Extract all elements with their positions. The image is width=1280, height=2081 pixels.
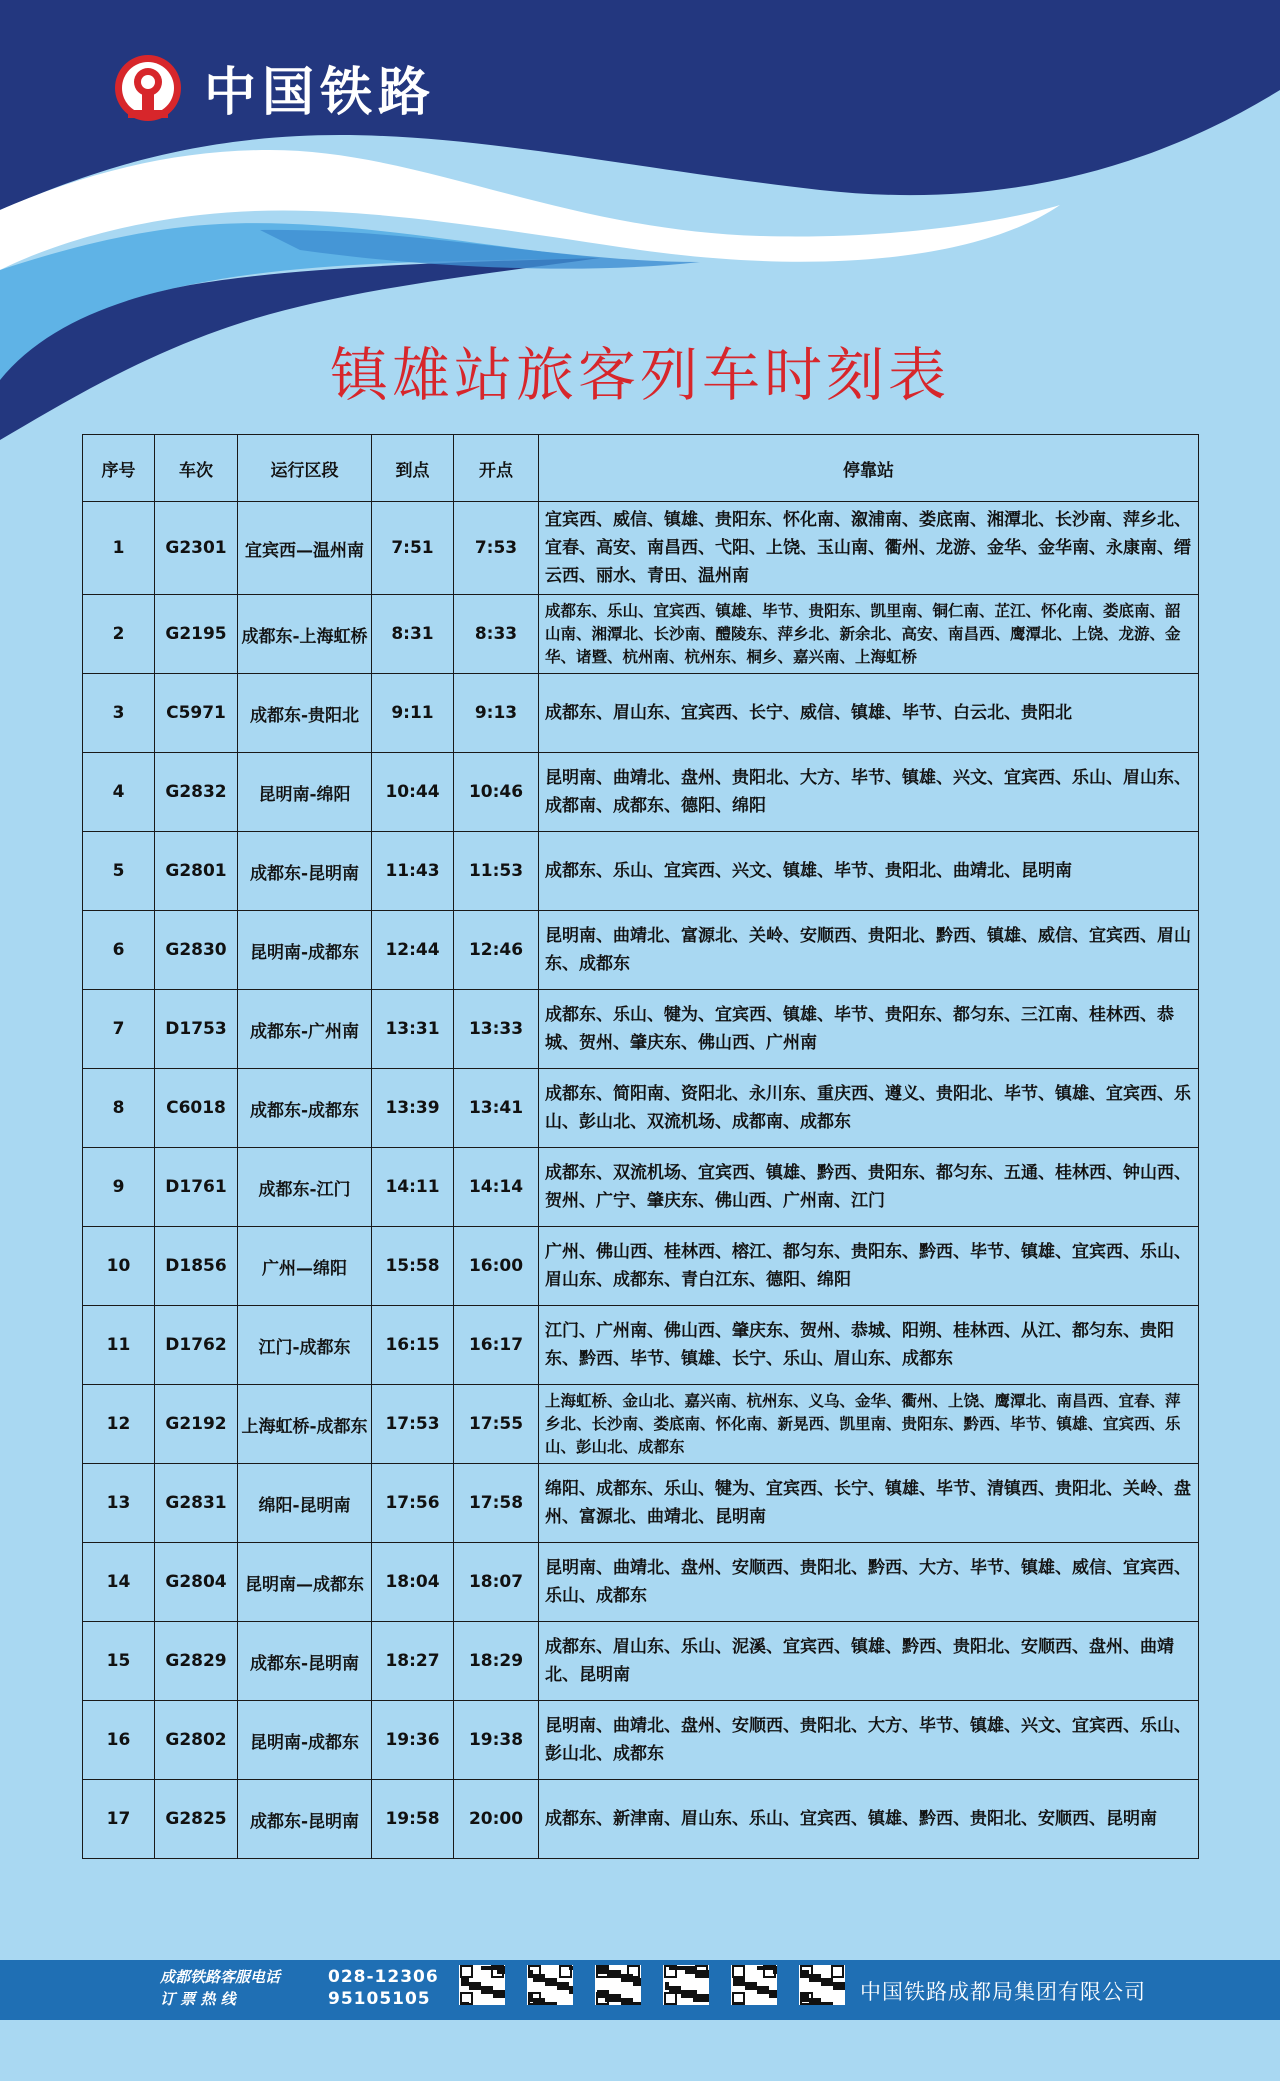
table-row (83, 1069, 1199, 1148)
row-route-cell: 昆明南-成都东 (238, 911, 372, 990)
row-route-cell: 成都东-江门 (238, 1148, 372, 1227)
row-stops-cell: 成都东、双流机场、宜宾西、镇雄、黔西、贵阳东、都匀东、五通、桂林西、钟山西、贺州、广宁、肇庆东、佛山西、广州南、江门 (539, 1148, 1199, 1227)
row-arrival-cell: 13:39 (372, 1069, 454, 1148)
table-row (83, 1701, 1199, 1780)
hotline-number-booking: 95105105 (328, 1989, 431, 2009)
row-train-no-cell: D1761 (155, 1148, 238, 1227)
row-route-cell: 昆明南—成都东 (238, 1543, 372, 1622)
row-stops-cell: 昆明南、曲靖北、盘州、安顺西、贵阳北、黔西、大方、毕节、镇雄、威信、宜宾西、乐山、成都东 (539, 1543, 1199, 1622)
row-departure-cell: 16:00 (454, 1227, 539, 1306)
row-departure-cell: 7:53 (454, 502, 539, 595)
qr-code-row (458, 1965, 846, 2005)
table-header-row (83, 435, 1199, 502)
row-departure-cell: 13:33 (454, 990, 539, 1069)
row-stops-cell: 成都东、眉山东、宜宾西、长宁、威信、镇雄、毕节、白云北、贵阳北 (539, 674, 1199, 753)
qr-code-icon (458, 1965, 506, 2005)
row-index-cell: 6 (83, 911, 155, 990)
row-departure-cell: 17:58 (454, 1464, 539, 1543)
row-train-no-cell: G2301 (155, 502, 238, 595)
page-title: 镇雄站旅客列车时刻表 (329, 341, 950, 409)
row-arrival-cell: 14:11 (372, 1148, 454, 1227)
row-index-cell: 5 (83, 832, 155, 911)
row-index-cell: 10 (83, 1227, 155, 1306)
row-train-no-cell: D1762 (155, 1306, 238, 1385)
row-arrival-cell: 18:27 (372, 1622, 454, 1701)
timetable (82, 434, 1199, 1859)
row-stops-cell: 上海虹桥、金山北、嘉兴南、杭州东、义乌、金华、衢州、上饶、鹰潭北、南昌西、宜春、萍乡北、长沙南、娄底南、怀化南、新晃西、凯里南、贵阳东、黔西、毕节、镇雄、宜宾西、乐山、彭山北、成都东 (539, 1385, 1199, 1464)
brand-header (112, 50, 436, 125)
row-stops-cell: 成都东、简阳南、资阳北、永川东、重庆西、遵义、贵阳北、毕节、镇雄、宜宾西、乐山、彭山北、双流机场、成都南、成都东 (539, 1069, 1199, 1148)
row-arrival-cell: 7:51 (372, 502, 454, 595)
row-train-no-cell: G2832 (155, 753, 238, 832)
row-train-no-cell: G2829 (155, 1622, 238, 1701)
header-arrival: 到点 (372, 435, 454, 502)
row-route-cell: 成都东-昆明南 (238, 1622, 372, 1701)
qr-code-icon (798, 1965, 846, 2005)
row-arrival-cell: 16:15 (372, 1306, 454, 1385)
row-train-no-cell: G2192 (155, 1385, 238, 1464)
row-stops-cell: 广州、佛山西、桂林西、榕江、都匀东、贵阳东、黔西、毕节、镇雄、宜宾西、乐山、眉山东、成都东、青白江东、德阳、绵阳 (539, 1227, 1199, 1306)
row-index-cell: 13 (83, 1464, 155, 1543)
row-route-cell: 昆明南-绵阳 (238, 753, 372, 832)
header-route: 运行区段 (238, 435, 372, 502)
hotline-number-service: 028-12306 (328, 1967, 439, 1987)
row-departure-cell: 18:07 (454, 1543, 539, 1622)
header-train-no: 车次 (155, 435, 238, 502)
table-row (83, 1780, 1199, 1859)
row-arrival-cell: 13:31 (372, 990, 454, 1069)
row-train-no-cell: G2804 (155, 1543, 238, 1622)
table-row (83, 1306, 1199, 1385)
table-row (83, 1622, 1199, 1701)
row-route-cell: 上海虹桥-成都东 (238, 1385, 372, 1464)
row-stops-cell: 昆明南、曲靖北、盘州、安顺西、贵阳北、大方、毕节、镇雄、兴文、宜宾西、乐山、彭山北、成都东 (539, 1701, 1199, 1780)
row-stops-cell: 绵阳、成都东、乐山、犍为、宜宾西、长宁、镇雄、毕节、清镇西、贵阳北、关岭、盘州、富源北、曲靖北、昆明南 (539, 1464, 1199, 1543)
row-train-no-cell: G2802 (155, 1701, 238, 1780)
row-route-cell: 广州—绵阳 (238, 1227, 372, 1306)
row-arrival-cell: 15:58 (372, 1227, 454, 1306)
hotline-labels (160, 1966, 280, 2010)
table-row (83, 1385, 1199, 1464)
row-route-cell: 成都东-成都东 (238, 1069, 372, 1148)
header-departure: 开点 (454, 435, 539, 502)
qr-code-icon (526, 1965, 574, 2005)
row-stops-cell: 成都东、乐山、宜宾西、兴文、镇雄、毕节、贵阳北、曲靖北、昆明南 (539, 832, 1199, 911)
row-index-cell: 14 (83, 1543, 155, 1622)
row-train-no-cell: D1856 (155, 1227, 238, 1306)
row-route-cell: 宜宾西—温州南 (238, 502, 372, 595)
row-train-no-cell: G2831 (155, 1464, 238, 1543)
table-row (83, 1543, 1199, 1622)
table-row (83, 1227, 1199, 1306)
row-train-no-cell: C5971 (155, 674, 238, 753)
qr-code-icon (730, 1965, 778, 2005)
row-departure-cell: 14:14 (454, 1148, 539, 1227)
row-arrival-cell: 8:31 (372, 595, 454, 674)
row-arrival-cell: 17:53 (372, 1385, 454, 1464)
row-index-cell: 12 (83, 1385, 155, 1464)
row-arrival-cell: 9:11 (372, 674, 454, 753)
row-index-cell: 15 (83, 1622, 155, 1701)
row-departure-cell: 19:38 (454, 1701, 539, 1780)
row-route-cell: 成都东-昆明南 (238, 832, 372, 911)
row-index-cell: 4 (83, 753, 155, 832)
row-stops-cell: 昆明南、曲靖北、富源北、关岭、安顺西、贵阳北、黔西、镇雄、威信、宜宾西、眉山东、成都东 (539, 911, 1199, 990)
row-departure-cell: 17:55 (454, 1385, 539, 1464)
qr-code-icon (662, 1965, 710, 2005)
table-row (83, 502, 1199, 595)
row-index-cell: 8 (83, 1069, 155, 1148)
footer-bar (0, 1960, 1280, 2020)
timetable-body (83, 502, 1199, 1859)
table-row (83, 832, 1199, 911)
china-railway-logo-icon (112, 52, 184, 124)
row-train-no-cell: D1753 (155, 990, 238, 1069)
table-row (83, 911, 1199, 990)
row-train-no-cell: C6018 (155, 1069, 238, 1148)
row-stops-cell: 昆明南、曲靖北、盘州、贵阳北、大方、毕节、镇雄、兴文、宜宾西、乐山、眉山东、成都南、成都东、德阳、绵阳 (539, 753, 1199, 832)
row-route-cell: 绵阳-昆明南 (238, 1464, 372, 1543)
row-index-cell: 7 (83, 990, 155, 1069)
row-stops-cell: 成都东、眉山东、乐山、泥溪、宜宾西、镇雄、黔西、贵阳北、安顺西、盘州、曲靖北、昆明南 (539, 1622, 1199, 1701)
row-departure-cell: 12:46 (454, 911, 539, 990)
row-stops-cell: 成都东、乐山、犍为、宜宾西、镇雄、毕节、贵阳东、都匀东、三江南、桂林西、恭城、贺州、肇庆东、佛山西、广州南 (539, 990, 1199, 1069)
table-row (83, 990, 1199, 1069)
row-departure-cell: 16:17 (454, 1306, 539, 1385)
hotline-label-service: 成都铁路客服电话 (160, 1968, 281, 1986)
row-route-cell: 昆明南-成都东 (238, 1701, 372, 1780)
row-arrival-cell: 18:04 (372, 1543, 454, 1622)
qr-code-icon (594, 1965, 642, 2005)
brand-name: 中国铁路 (204, 63, 437, 123)
row-index-cell: 16 (83, 1701, 155, 1780)
row-train-no-cell: G2830 (155, 911, 238, 990)
row-train-no-cell: G2825 (155, 1780, 238, 1859)
row-route-cell: 成都东-上海虹桥 (238, 595, 372, 674)
header-index: 序号 (83, 435, 155, 502)
hotline-label-booking: 订 票 热 线 (160, 1990, 236, 2008)
row-route-cell: 成都东-昆明南 (238, 1780, 372, 1859)
row-arrival-cell: 19:36 (372, 1701, 454, 1780)
row-train-no-cell: G2801 (155, 832, 238, 911)
row-departure-cell: 20:00 (454, 1780, 539, 1859)
row-index-cell: 17 (83, 1780, 155, 1859)
row-stops-cell: 成都东、乐山、宜宾西、镇雄、毕节、贵阳东、凯里南、铜仁南、芷江、怀化南、娄底南、韶山南、湘潭北、长沙南、醴陵东、萍乡北、新余北、高安、南昌西、鹰潭北、上饶、龙游、金华、诸暨、杭州南、杭州东、桐乡、嘉兴南、上海虹桥 (539, 595, 1199, 674)
row-route-cell: 江门-成都东 (238, 1306, 372, 1385)
row-index-cell: 9 (83, 1148, 155, 1227)
hotline-numbers (328, 1966, 439, 2010)
row-index-cell: 3 (83, 674, 155, 753)
header-stops: 停靠站 (539, 435, 1199, 502)
row-stops-cell: 宜宾西、威信、镇雄、贵阳东、怀化南、溆浦南、娄底南、湘潭北、长沙南、萍乡北、宜春、高安、南昌西、弋阳、上饶、玉山南、衢州、龙游、金华、金华南、永康南、缙云西、丽水、青田、温州南 (539, 502, 1199, 595)
row-departure-cell: 13:41 (454, 1069, 539, 1148)
table-row (83, 674, 1199, 753)
row-departure-cell: 8:33 (454, 595, 539, 674)
row-index-cell: 11 (83, 1306, 155, 1385)
row-arrival-cell: 11:43 (372, 832, 454, 911)
row-departure-cell: 18:29 (454, 1622, 539, 1701)
row-departure-cell: 10:46 (454, 753, 539, 832)
table-row (83, 1148, 1199, 1227)
company-name: 中国铁路成都局集团有限公司 (860, 1980, 1146, 2004)
table-row (83, 753, 1199, 832)
row-route-cell: 成都东-贵阳北 (238, 674, 372, 753)
table-row (83, 595, 1199, 674)
row-stops-cell: 成都东、新津南、眉山东、乐山、宜宾西、镇雄、黔西、贵阳北、安顺西、昆明南 (539, 1780, 1199, 1859)
row-departure-cell: 11:53 (454, 832, 539, 911)
row-index-cell: 1 (83, 502, 155, 595)
row-departure-cell: 9:13 (454, 674, 539, 753)
table-row (83, 1464, 1199, 1543)
row-route-cell: 成都东-广州南 (238, 990, 372, 1069)
row-stops-cell: 江门、广州南、佛山西、肇庆东、贺州、恭城、阳朔、桂林西、从江、都匀东、贵阳东、黔西、毕节、镇雄、长宁、乐山、眉山东、成都东 (539, 1306, 1199, 1385)
row-arrival-cell: 19:58 (372, 1780, 454, 1859)
row-arrival-cell: 12:44 (372, 911, 454, 990)
row-arrival-cell: 17:56 (372, 1464, 454, 1543)
row-train-no-cell: G2195 (155, 595, 238, 674)
row-arrival-cell: 10:44 (372, 753, 454, 832)
row-index-cell: 2 (83, 595, 155, 674)
